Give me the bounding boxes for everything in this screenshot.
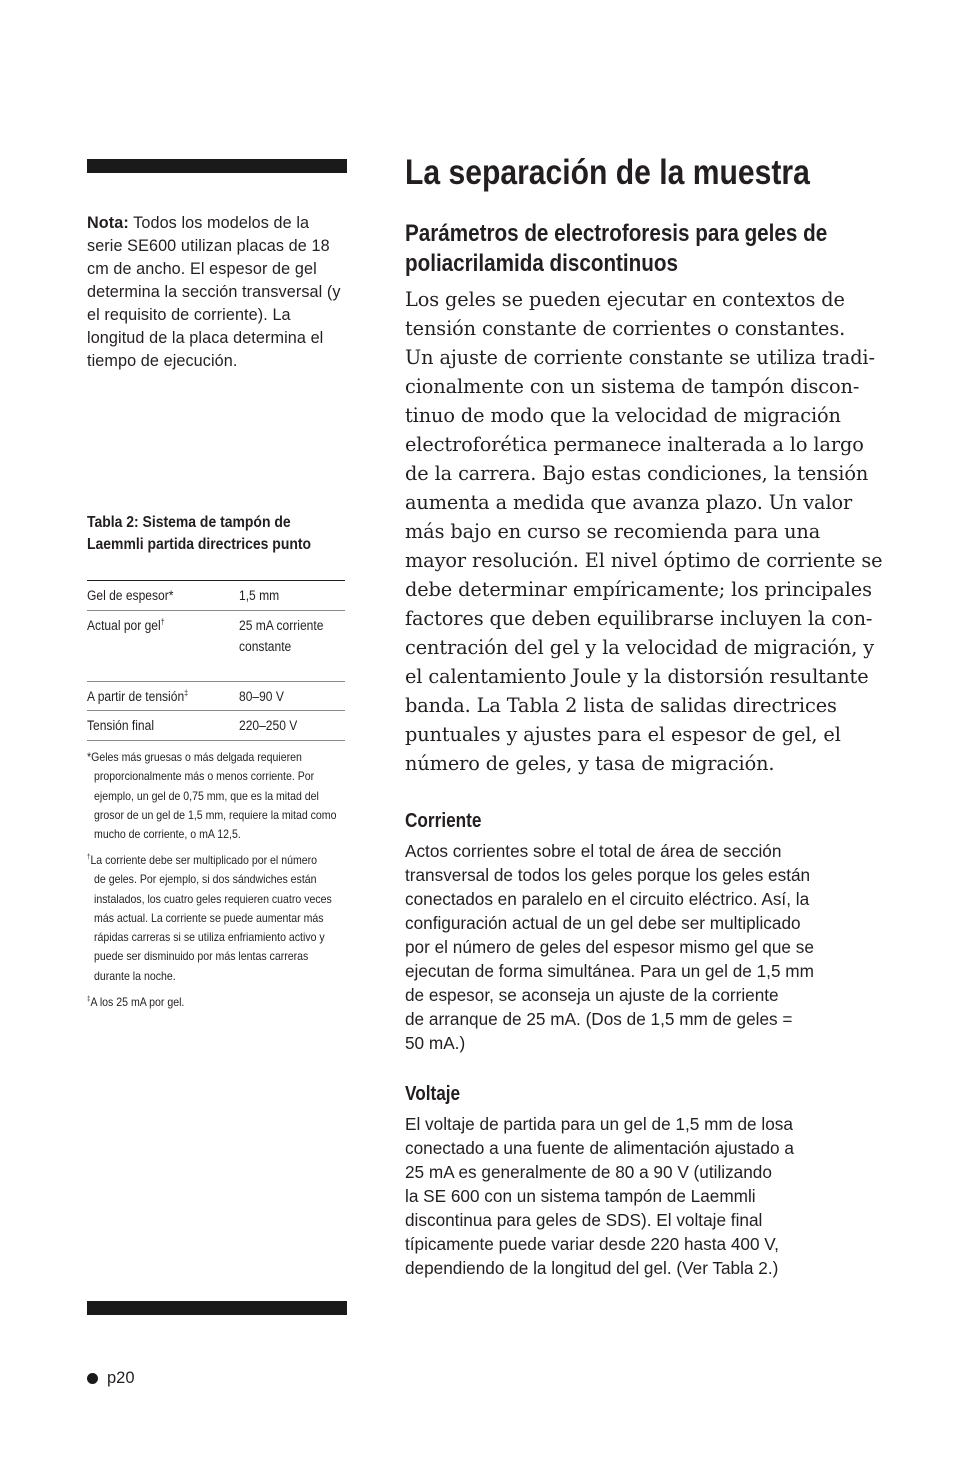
table-row: A partir de tensión‡ 80–90 V bbox=[87, 682, 345, 712]
buffer-table bbox=[87, 580, 345, 741]
table-cell-value: 1,5 mm bbox=[239, 588, 280, 603]
table-cell-label: Actual por gel bbox=[87, 617, 161, 633]
table-title: Tabla 2: Sistema de tampón de Laemmli partida directrices punto bbox=[87, 514, 312, 553]
footnote-current: †La corriente debe ser multiplicado por el número de geles. Por ejemplo, si dos sándwiches están instalados, los cuatro geles requieren cuatro veces más actual. La corriente se puede aumentar más rápidas carreras si se utiliza enfriamiento activo y puede ser disminuido por más lentas carreras durante la noche. bbox=[87, 853, 332, 983]
top-rule-bar bbox=[87, 159, 347, 173]
table-row bbox=[87, 581, 345, 611]
table-cell-label: A partir de tensión bbox=[87, 688, 185, 704]
footnote-thickness: *Geles más gruesas o más delgada requieren proporcionalmente más o menos corriente. Por ejemplo, un gel de 0,75 mm, que es la mitad del grosor de un gel de 1,5 mm, requiere la mitad como mucho de corriente, o mA 12,5. bbox=[87, 750, 337, 842]
table-row: Actual por gel† 25 mA corriente constante bbox=[87, 611, 345, 682]
note-text: Todos los modelos de la serie SE600 utilizan placas de 18 cm de ancho. El espesor de gel determina la sección transversal (y el requisito de corriente). La longitud de la placa determina el tiempo de ejecución. bbox=[87, 214, 341, 370]
bullet-dot-icon bbox=[87, 1373, 98, 1384]
corriente-paragraph: Actos corrientes sobre el total de área de sección transversal de todos los geles porque los geles están conectados en paralelo en el circuito eléctrico. Así, la configuración actual de un gel debe ser multiplicado por el número de geles del espesor mismo gel que se ejecutan de forma simultánea. Para un gel de 1,5 mm de espesor, se aconseja un ajuste de la corriente de arranque de 25 mA. (Dos de 1,5 mm de geles = 50 mA.) bbox=[405, 841, 814, 1053]
intro-paragraph: Los geles se pueden ejecutar en contextos de tensión constante de corrientes o constantes. Un ajuste de corriente constante se utiliza tradi- cionalmente con un sistema de tampón discon- tinuo de modo que la velocidad de migración electroforética permanece inalterada a lo largo de la carrera. Bajo estas condiciones, la tensión aumenta a medida que avanza plazo. Un valor más bajo en curso se recomienda para una mayor resolución. El nivel óptimo de corriente se debe determinar empíricamente; los principales factores que deben equilibrarse incluyen la con- centración del gel y la velocidad de migración, y el calentamiento Joule y la distorsión resultante banda. La Tabla 2 lista de salidas directrices puntuales y ajustes para el espesor de gel, el número de geles, y tasa de migración. bbox=[405, 288, 883, 775]
page-title: La separación de la muestra bbox=[405, 153, 810, 192]
page-number: p20 bbox=[87, 1366, 135, 1390]
table-cell-label: Tensión final bbox=[87, 718, 155, 733]
note-label: Nota: bbox=[87, 214, 129, 232]
table-cell-value: 220–250 V bbox=[239, 718, 298, 733]
table-cell-value: 25 mA corriente constante bbox=[239, 617, 324, 654]
section-subtitle: Parámetros de electroforesis para geles de poliacrilamida discontinuos bbox=[405, 220, 828, 277]
footnote-voltage: ‡A los 25 mA por gel. bbox=[87, 995, 185, 1009]
heading-voltaje: Voltaje bbox=[405, 1083, 461, 1105]
table-row bbox=[87, 711, 345, 741]
heading-corriente: Corriente bbox=[405, 810, 482, 832]
table-cell-value: 80–90 V bbox=[239, 688, 284, 704]
table-cell-label: Gel de espesor* bbox=[87, 588, 174, 603]
sidebar-note bbox=[87, 212, 349, 373]
voltaje-paragraph: El voltaje de partida para un gel de 1,5 mm de losa conectado a una fuente de alimentación ajustado a 25 mA es generalmente de 80 a 90 V (utilizando la SE 600 con un sistema tampón de Laemmli discontinua para geles de SDS). El voltaje final típicamente puede variar desde 220 hasta 400 V, dependiendo de la longitud del gel. (Ver Tabla 2.) bbox=[405, 1114, 794, 1278]
bottom-rule-bar bbox=[87, 1301, 347, 1315]
